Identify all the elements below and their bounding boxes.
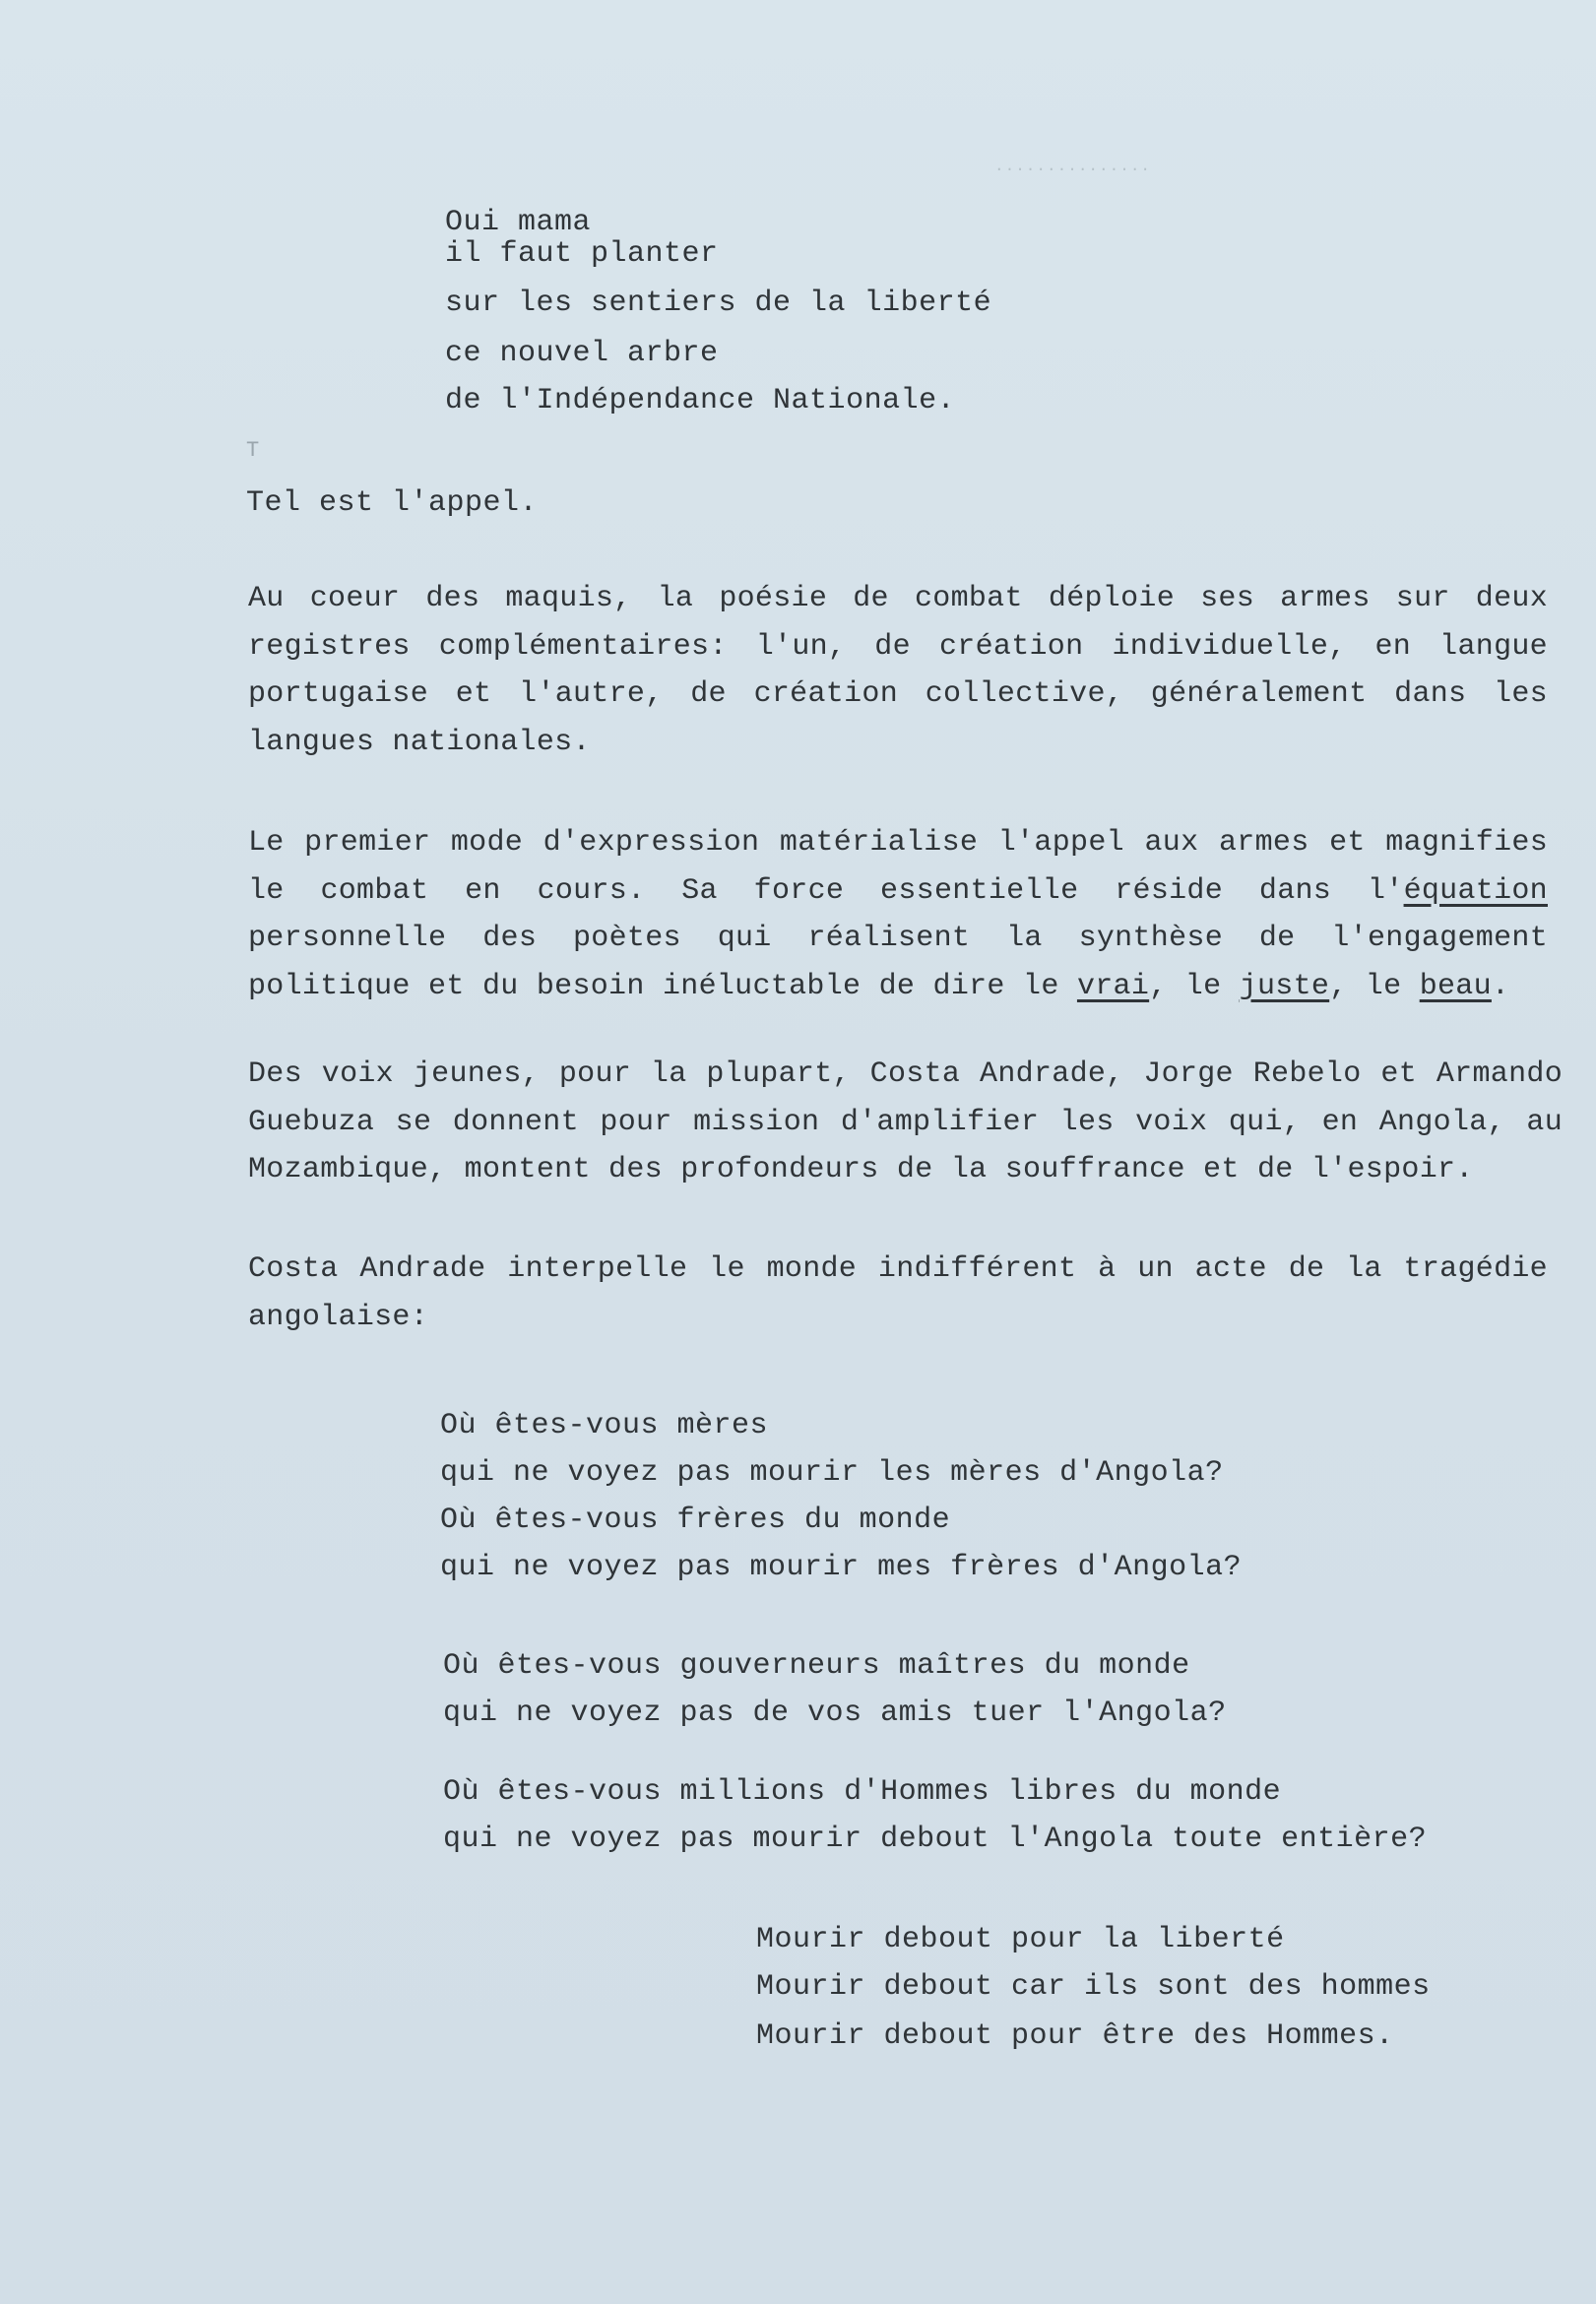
paragraph-2-text-e: . bbox=[1491, 969, 1510, 1003]
paragraph-2-text-b: personnelle des poètes qui réalisent la synthèse de l'engagement politique et du besoin inéluctable de dire le bbox=[248, 922, 1548, 1003]
poem-closing-line-3: Mourir debout pour être des Hommes. bbox=[756, 2019, 1394, 2053]
appel-line: Tel est l'appel. bbox=[246, 486, 539, 520]
paragraph-4: Costa Andrade interpelle le monde indifférent à un acte de la tragédie angolaise: bbox=[248, 1252, 1548, 1334]
underlined-vrai: vrai bbox=[1076, 969, 1150, 1003]
stray-typewriter-mark: T bbox=[246, 438, 260, 463]
paragraph-2-text-c: , le bbox=[1149, 969, 1240, 1003]
paragraph-1: Au coeur des maquis, la poésie de combat déploie ses armes sur deux registres complémentaires: l'un, de création individuelle, en langue portugaise et l'autre, de création collective, généralement dans les langues nationales. bbox=[248, 582, 1548, 759]
opening-poem-line-2: il faut planter bbox=[445, 237, 719, 271]
poem-closing-line-2: Mourir debout car ils sont des hommes bbox=[756, 1970, 1431, 2004]
poem-stanza-3-line-1: Où êtes-vous millions d'Hommes libres du monde bbox=[443, 1775, 1282, 1809]
poem-stanza-1-line-3: Où êtes-vous frères du monde bbox=[440, 1504, 951, 1537]
opening-poem-line-4: ce nouvel arbre bbox=[445, 337, 719, 370]
underlined-beau: beau bbox=[1419, 969, 1492, 1003]
paragraph-2-text-a: Le premier mode d'expression matérialise l'appel aux armes et magnifies le combat en cours. Sa force essentielle réside dans l' bbox=[248, 826, 1548, 908]
faint-header-marks: ............... bbox=[994, 158, 1152, 175]
poem-closing-line-1: Mourir debout pour la liberté bbox=[756, 1923, 1285, 1956]
poem-stanza-2-line-1: Où êtes-vous gouverneurs maîtres du monde bbox=[443, 1649, 1190, 1683]
opening-poem-line-5: de l'Indépendance Nationale. bbox=[445, 384, 956, 417]
poem-stanza-3-line-2: qui ne voyez pas mourir debout l'Angola toute entière? bbox=[443, 1823, 1428, 1856]
underlined-equation: équation bbox=[1403, 873, 1548, 908]
poem-stanza-1-line-2: qui ne voyez pas mourir les mères d'Angola? bbox=[440, 1456, 1224, 1490]
opening-poem-line-1: Oui mama bbox=[445, 206, 592, 239]
paragraph-3: Des voix jeunes, pour la plupart, Costa Andrade, Jorge Rebelo et Armando Guebuza se donnent pour mission d'amplifier les voix qui, en Angola, au Mozambique, montent des profondeurs de la souffrance et de l'espoir. bbox=[248, 1057, 1563, 1186]
poem-stanza-1-line-4: qui ne voyez pas mourir mes frères d'Angola? bbox=[440, 1551, 1243, 1584]
paragraph-2 bbox=[248, 819, 1548, 1010]
opening-poem-line-3: sur les sentiers de la liberté bbox=[445, 287, 992, 320]
underlined-juste: juste bbox=[1239, 969, 1330, 1003]
poem-stanza-1-line-1: Où êtes-vous mères bbox=[440, 1409, 769, 1442]
poem-stanza-2-line-2: qui ne voyez pas de vos amis tuer l'Angola? bbox=[443, 1696, 1227, 1730]
paragraph-2-text-d: , le bbox=[1329, 969, 1420, 1003]
